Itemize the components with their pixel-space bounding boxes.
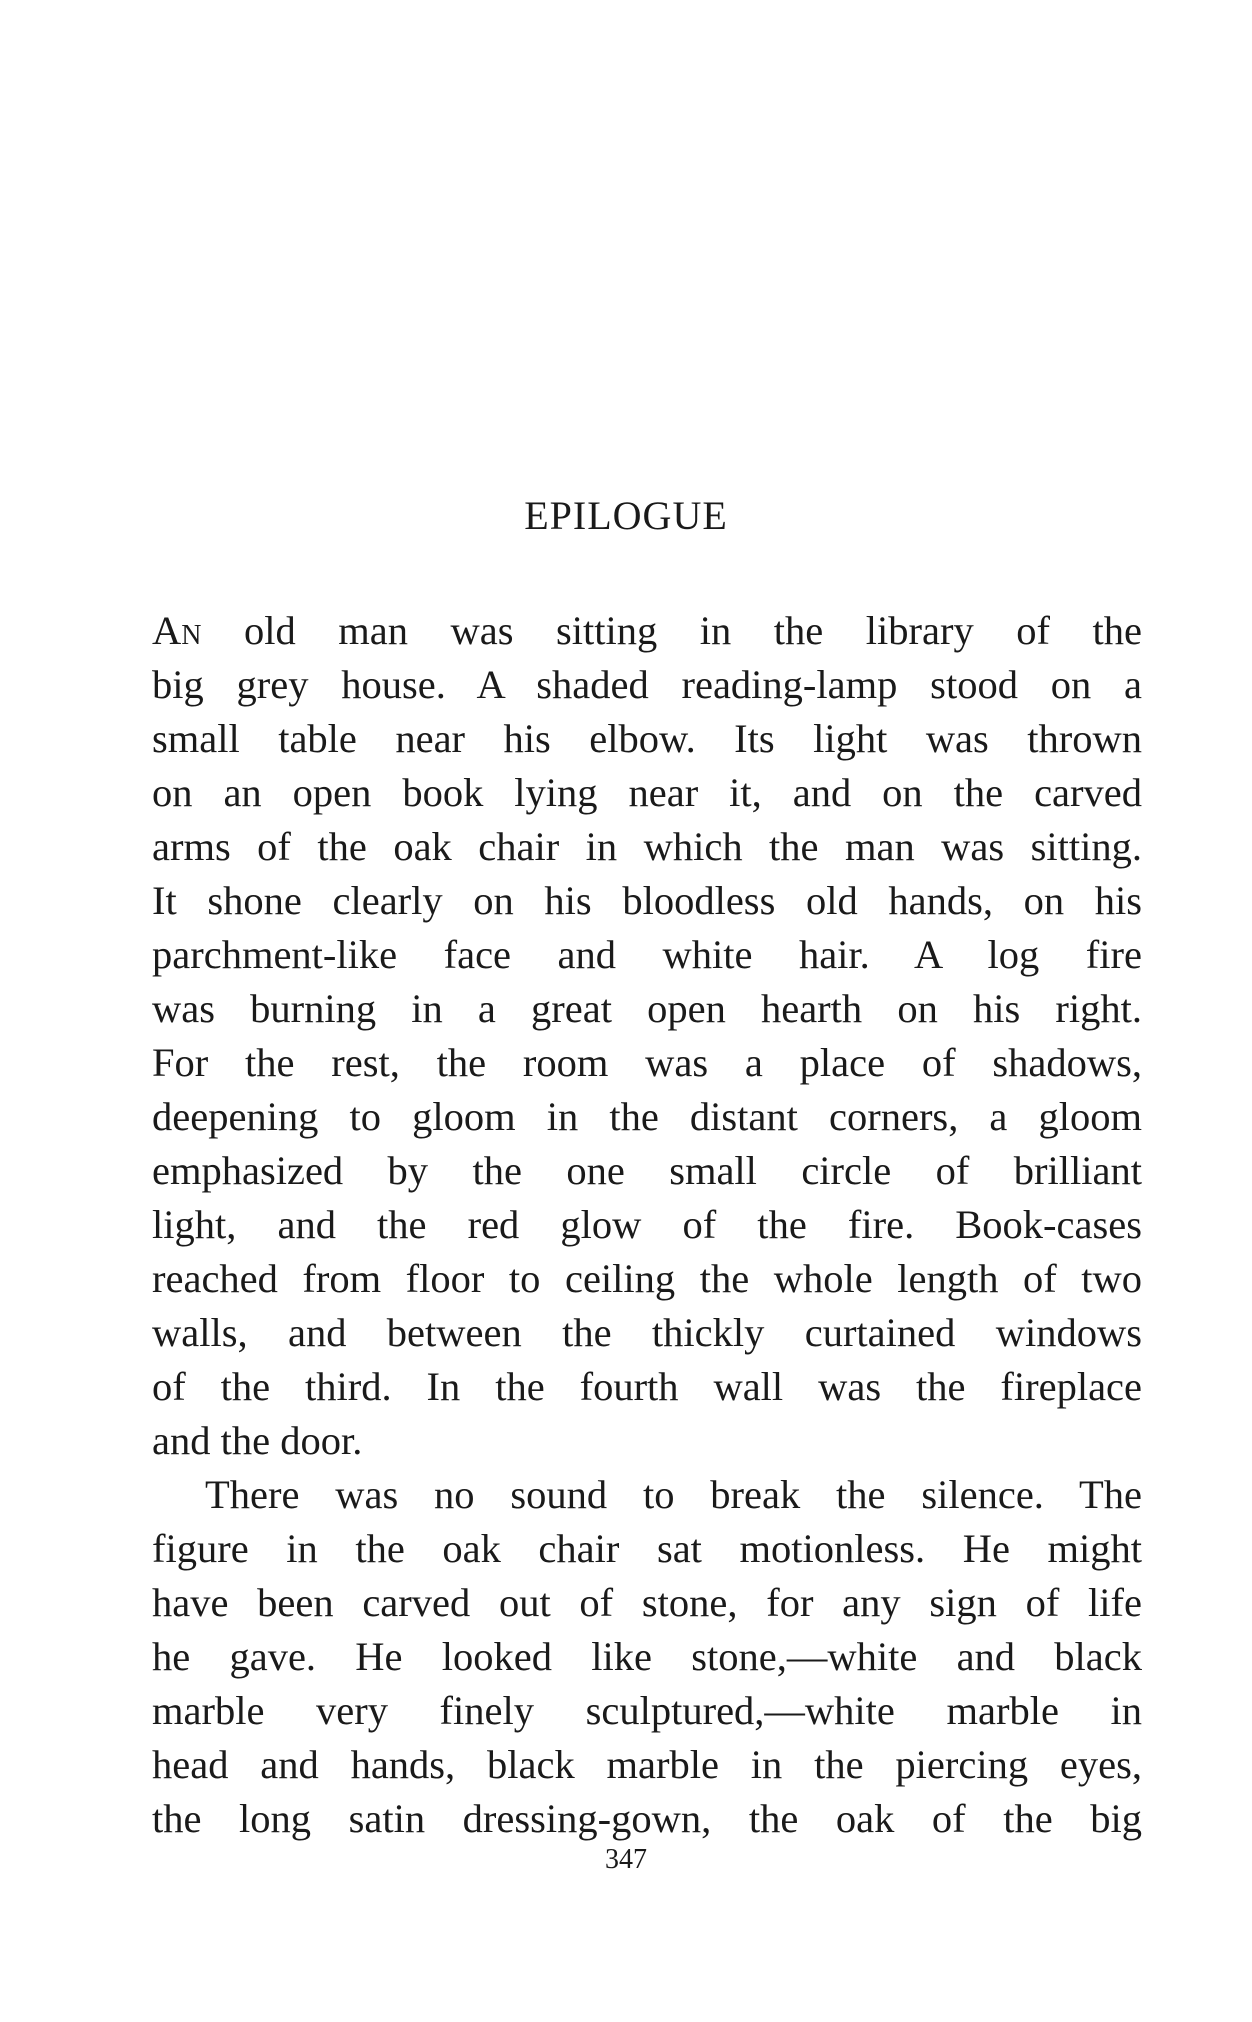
text-line: big grey house. A shaded reading-lamp stood on a <box>152 662 1142 707</box>
text-line-rest: old man was sitting in the library of the <box>201 608 1142 653</box>
text-line: head and hands, black marble in the piercing eyes, <box>152 1742 1142 1787</box>
text-line: light, and the red glow of the fire. Book-cases <box>152 1202 1142 1247</box>
text-line: on an open book lying near it, and on the carved <box>152 770 1142 815</box>
text-line: arms of the oak chair in which the man was sitting. <box>152 824 1142 869</box>
text-line: small table near his elbow. Its light was thrown <box>152 716 1142 761</box>
text-line: of the third. In the fourth wall was the fireplace <box>152 1364 1142 1409</box>
text-line: emphasized by the one small circle of brilliant <box>152 1148 1142 1193</box>
text-line: deepening to gloom in the distant corners, a gloom <box>152 1094 1142 1139</box>
text-line: It shone clearly on his bloodless old hands, on his <box>152 878 1142 923</box>
text-line: figure in the oak chair sat motionless. He might <box>152 1526 1142 1571</box>
text-line: For the rest, the room was a place of shadows, <box>152 1040 1142 1085</box>
text-line: marble very finely sculptured,—white marble in <box>152 1688 1142 1733</box>
drop-word: An <box>152 608 202 653</box>
text-line: have been carved out of stone, for any sign of life <box>152 1580 1142 1625</box>
text-line: There was no sound to break the silence. The <box>205 1472 1142 1517</box>
text-line: he gave. He looked like stone,—white and black <box>152 1634 1142 1679</box>
text-line: and the door. <box>152 1418 363 1463</box>
text-line: reached from floor to ceiling the whole length of two <box>152 1256 1142 1301</box>
text-line <box>152 604 1142 658</box>
text-line: parchment-like face and white hair. A log fire <box>152 932 1142 977</box>
text-line: walls, and between the thickly curtained windows <box>152 1310 1142 1355</box>
text-line: was burning in a great open hearth on his right. <box>152 986 1142 1031</box>
page-number: 347 <box>605 1844 647 1875</box>
chapter-title: EPILOGUE <box>524 493 728 538</box>
text-line: the long satin dressing-gown, the oak of the big <box>152 1796 1142 1841</box>
